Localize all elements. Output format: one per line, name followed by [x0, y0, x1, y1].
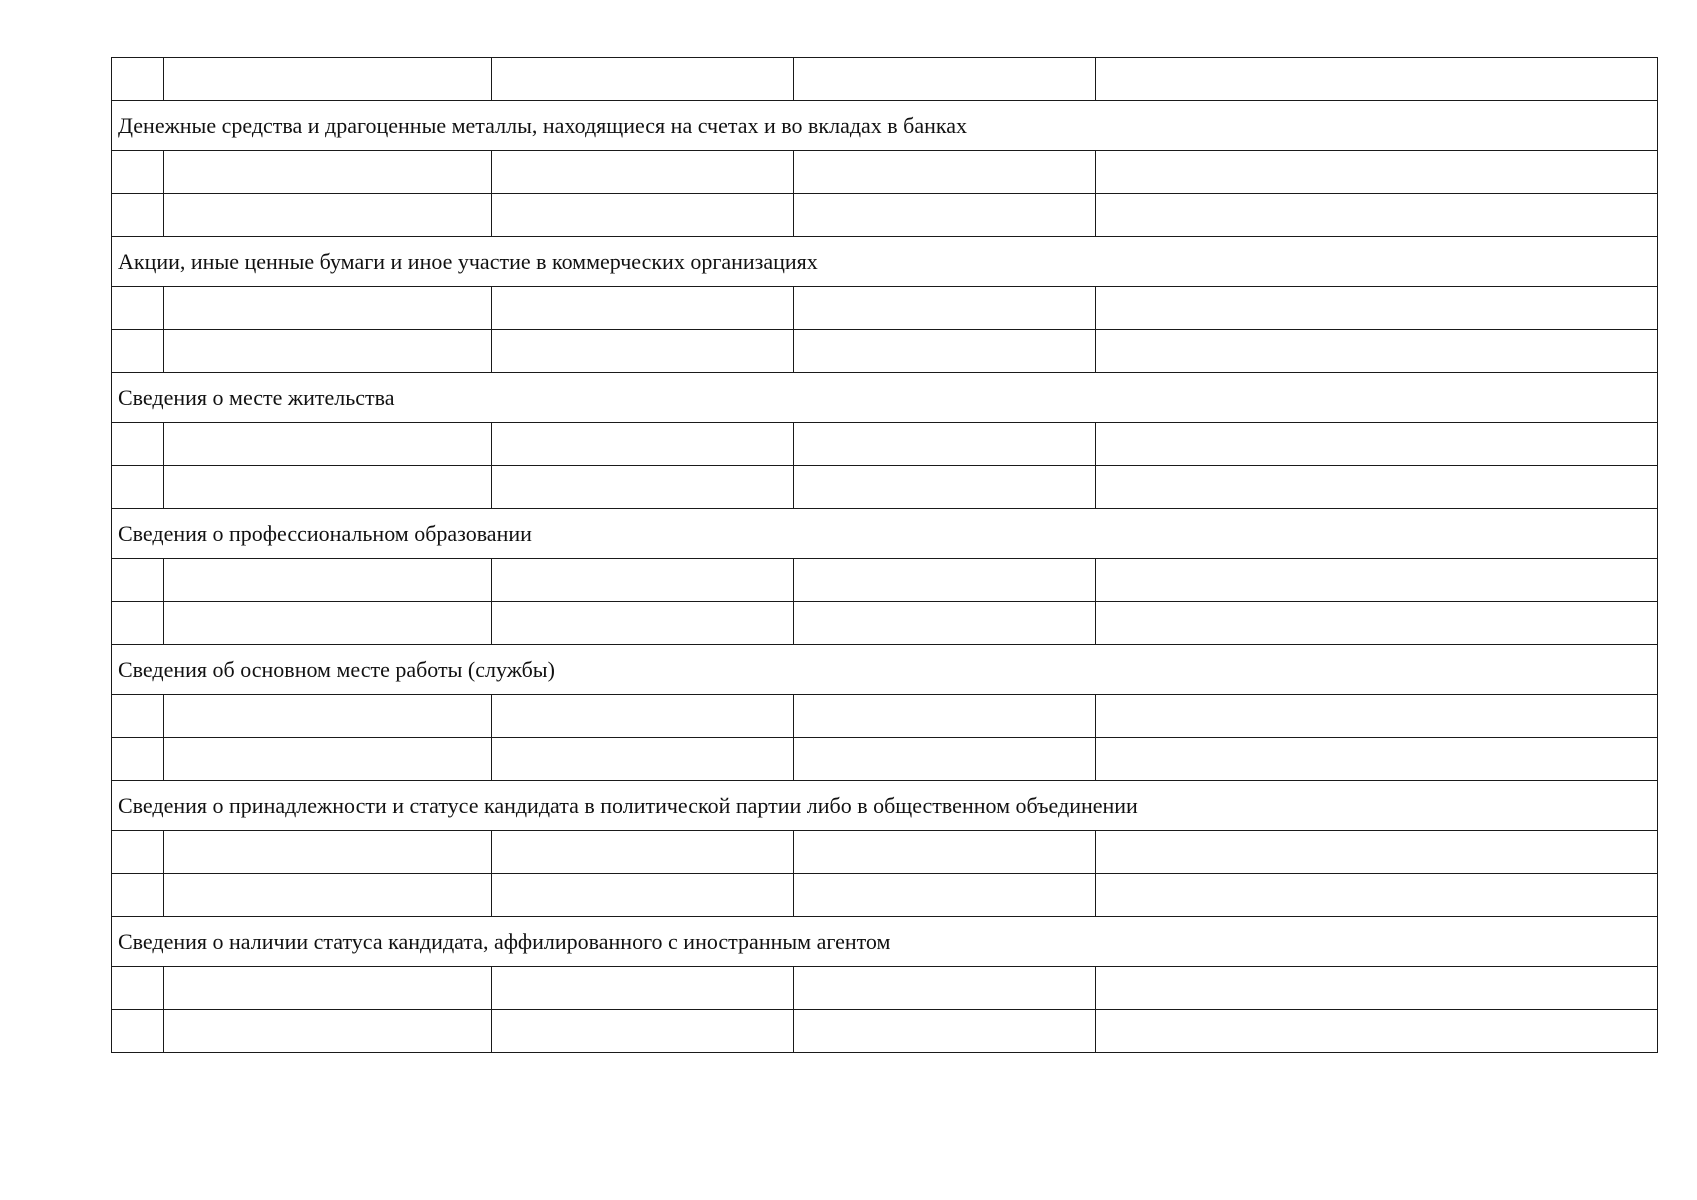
section-title: Акции, иные ценные бумаги и иное участие в коммерческих организациях — [112, 237, 1658, 287]
table-row — [112, 287, 1658, 330]
section-header-row — [112, 509, 1658, 559]
table-cell — [112, 194, 164, 237]
table-cell — [1096, 151, 1658, 194]
table-cell — [794, 330, 1096, 373]
table-cell — [164, 695, 492, 738]
section-title: Сведения об основном месте работы (службы) — [112, 645, 1658, 695]
table-cell — [492, 466, 794, 509]
table-cell — [492, 58, 794, 101]
table-row — [112, 738, 1658, 781]
table-cell — [1096, 58, 1658, 101]
table-cell — [112, 874, 164, 917]
table-row — [112, 151, 1658, 194]
section-header-row — [112, 645, 1658, 695]
table-cell — [164, 287, 492, 330]
table-cell — [164, 151, 492, 194]
table-cell — [164, 330, 492, 373]
table-cell — [492, 602, 794, 645]
table-row — [112, 695, 1658, 738]
table-row — [112, 559, 1658, 602]
table-cell — [1096, 287, 1658, 330]
table-cell — [1096, 967, 1658, 1010]
table-cell — [164, 602, 492, 645]
table-cell — [112, 602, 164, 645]
table-cell — [164, 466, 492, 509]
table-cell — [492, 695, 794, 738]
table-cell — [112, 287, 164, 330]
table-cell — [794, 194, 1096, 237]
table-cell — [1096, 466, 1658, 509]
table-cell — [794, 602, 1096, 645]
table-row — [112, 194, 1658, 237]
table-cell — [492, 738, 794, 781]
table-row — [112, 602, 1658, 645]
table-cell — [112, 151, 164, 194]
section-header-row — [112, 237, 1658, 287]
table-row — [112, 330, 1658, 373]
table-cell — [492, 423, 794, 466]
table-cell — [1096, 831, 1658, 874]
table-cell — [492, 287, 794, 330]
table-cell — [112, 1010, 164, 1053]
table-cell — [794, 738, 1096, 781]
section-header-row — [112, 781, 1658, 831]
table-cell — [164, 559, 492, 602]
table-row — [112, 831, 1658, 874]
table-cell — [1096, 559, 1658, 602]
table-cell — [492, 194, 794, 237]
section-header-row — [112, 101, 1658, 151]
table-cell — [1096, 602, 1658, 645]
table-cell — [164, 423, 492, 466]
table-cell — [492, 559, 794, 602]
table-cell — [1096, 194, 1658, 237]
section-title: Сведения о профессиональном образовании — [112, 509, 1658, 559]
table-row — [112, 423, 1658, 466]
table-cell — [794, 559, 1096, 602]
table-cell — [1096, 423, 1658, 466]
table-cell — [112, 466, 164, 509]
table-row — [112, 967, 1658, 1010]
table-cell — [794, 1010, 1096, 1053]
table-cell — [164, 1010, 492, 1053]
table-cell — [794, 695, 1096, 738]
table-cell — [112, 695, 164, 738]
table-row — [112, 1010, 1658, 1053]
table-cell — [112, 58, 164, 101]
table-cell — [1096, 330, 1658, 373]
table-cell — [112, 967, 164, 1010]
table-cell — [164, 874, 492, 917]
table-cell — [794, 466, 1096, 509]
table-cell — [794, 967, 1096, 1010]
table-cell — [794, 423, 1096, 466]
section-title: Сведения о принадлежности и статусе кандидата в политической партии либо в общественном объединении — [112, 781, 1658, 831]
table-cell — [492, 1010, 794, 1053]
table-cell — [492, 151, 794, 194]
table-cell — [492, 874, 794, 917]
table-cell — [794, 151, 1096, 194]
table-cell — [492, 831, 794, 874]
table-cell — [112, 423, 164, 466]
table-cell — [1096, 738, 1658, 781]
table-cell — [1096, 1010, 1658, 1053]
table-row — [112, 58, 1658, 101]
table-cell — [164, 967, 492, 1010]
table-cell — [112, 559, 164, 602]
table-cell — [164, 58, 492, 101]
table-cell — [492, 967, 794, 1010]
table-cell — [794, 831, 1096, 874]
table-cell — [112, 831, 164, 874]
table-cell — [794, 58, 1096, 101]
section-title: Сведения о месте жительства — [112, 373, 1658, 423]
table-cell — [794, 874, 1096, 917]
table-cell — [164, 738, 492, 781]
table-cell — [112, 330, 164, 373]
section-title: Сведения о наличии статуса кандидата, аффилированного с иностранным агентом — [112, 917, 1658, 967]
table-row — [112, 874, 1658, 917]
table-cell — [1096, 874, 1658, 917]
table-cell — [794, 287, 1096, 330]
table-cell — [164, 194, 492, 237]
table-row — [112, 466, 1658, 509]
table-cell — [492, 330, 794, 373]
section-header-row — [112, 917, 1658, 967]
table-cell — [164, 831, 492, 874]
section-header-row — [112, 373, 1658, 423]
table-cell — [112, 738, 164, 781]
section-title: Денежные средства и драгоценные металлы, находящиеся на счетах и во вкладах в банках — [112, 101, 1658, 151]
table-cell — [1096, 695, 1658, 738]
candidate-info-table — [111, 57, 1658, 1053]
